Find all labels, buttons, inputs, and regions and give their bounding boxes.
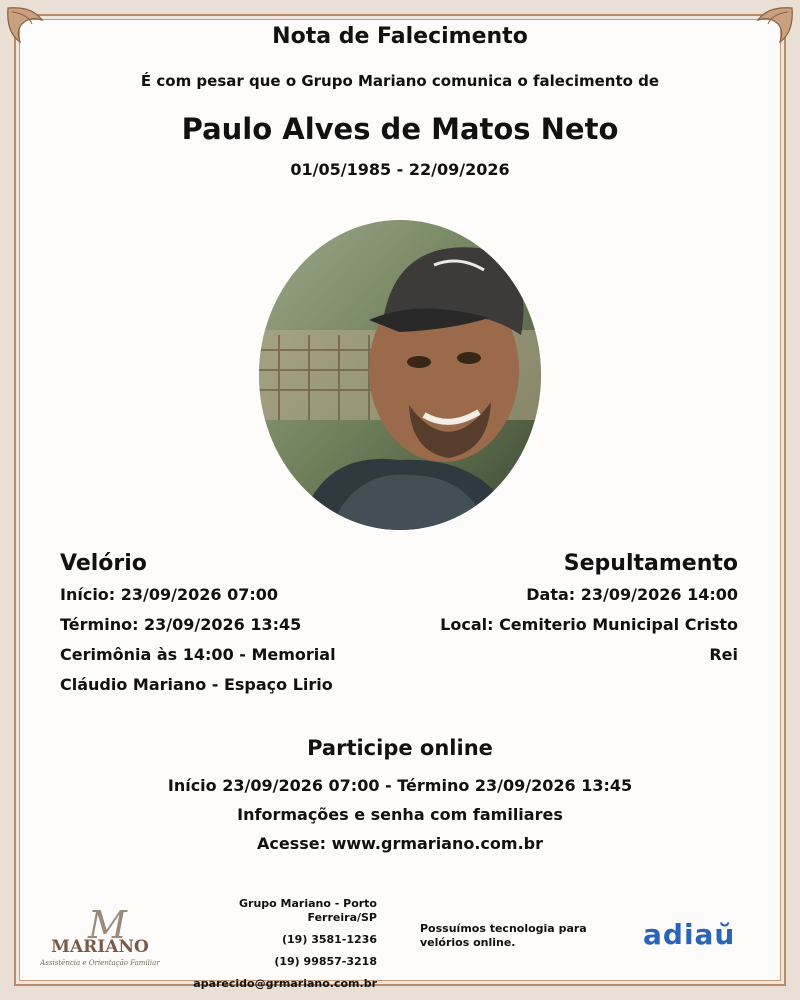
contact-email[interactable]: aparecido@grmariano.com.br (193, 977, 377, 990)
online-website[interactable]: Acesse: www.grmariano.com.br (257, 834, 543, 853)
logo-name: MARIANO (51, 937, 149, 957)
online-info: Informações e senha com familiares (237, 805, 563, 824)
online-heading: Participe online (307, 736, 493, 760)
online-schedule: Início 23/09/2026 07:00 - Término 23/09/2026 13:45 (167, 776, 633, 795)
phone-landline[interactable]: (19) 3581-1236 (282, 933, 377, 946)
phone-mobile[interactable]: (19) 99857-3218 (274, 955, 377, 968)
logo-tagline: Assistência e Orientação Familiar (40, 959, 160, 967)
deceased-name: Paulo Alves de Matos Neto (181, 112, 619, 146)
sepultamento-location: Local: Cemiterio Municipal Cristo (440, 615, 738, 634)
velorio-end: Término: 23/09/2026 13:45 (60, 615, 302, 634)
velorio-ceremony: Cerimônia às 14:00 - Memorial (60, 645, 336, 664)
page-title: Nota de Falecimento (272, 24, 528, 49)
life-dates: 01/05/1985 - 22/09/2026 (290, 160, 510, 179)
velorio-heading: Velório (60, 551, 147, 576)
adiau-logo: adiaŭ (643, 918, 736, 951)
contact-info (185, 897, 377, 999)
velorio-location: Cláudio Mariano - Espaço Lirio (60, 675, 333, 694)
mariano-logo (40, 902, 160, 974)
logo-monogram: M (88, 903, 127, 947)
sepultamento-location-cont: Rei (709, 645, 738, 664)
announcement-intro: É com pesar que o Grupo Mariano comunica o falecimento de (140, 72, 660, 90)
velorio-start: Início: 23/09/2026 07:00 (60, 585, 279, 604)
sepultamento-heading: Sepultamento (563, 551, 738, 576)
tech-note: Possuímos tecnologia para velórios online. (420, 922, 587, 949)
portrait-photo (259, 220, 541, 530)
sepultamento-date: Data: 23/09/2026 14:00 (526, 585, 738, 604)
company-location: Grupo Mariano - Porto Ferreira/SP (238, 897, 377, 924)
velorio-section (60, 548, 390, 700)
sepultamento-section (378, 548, 738, 670)
